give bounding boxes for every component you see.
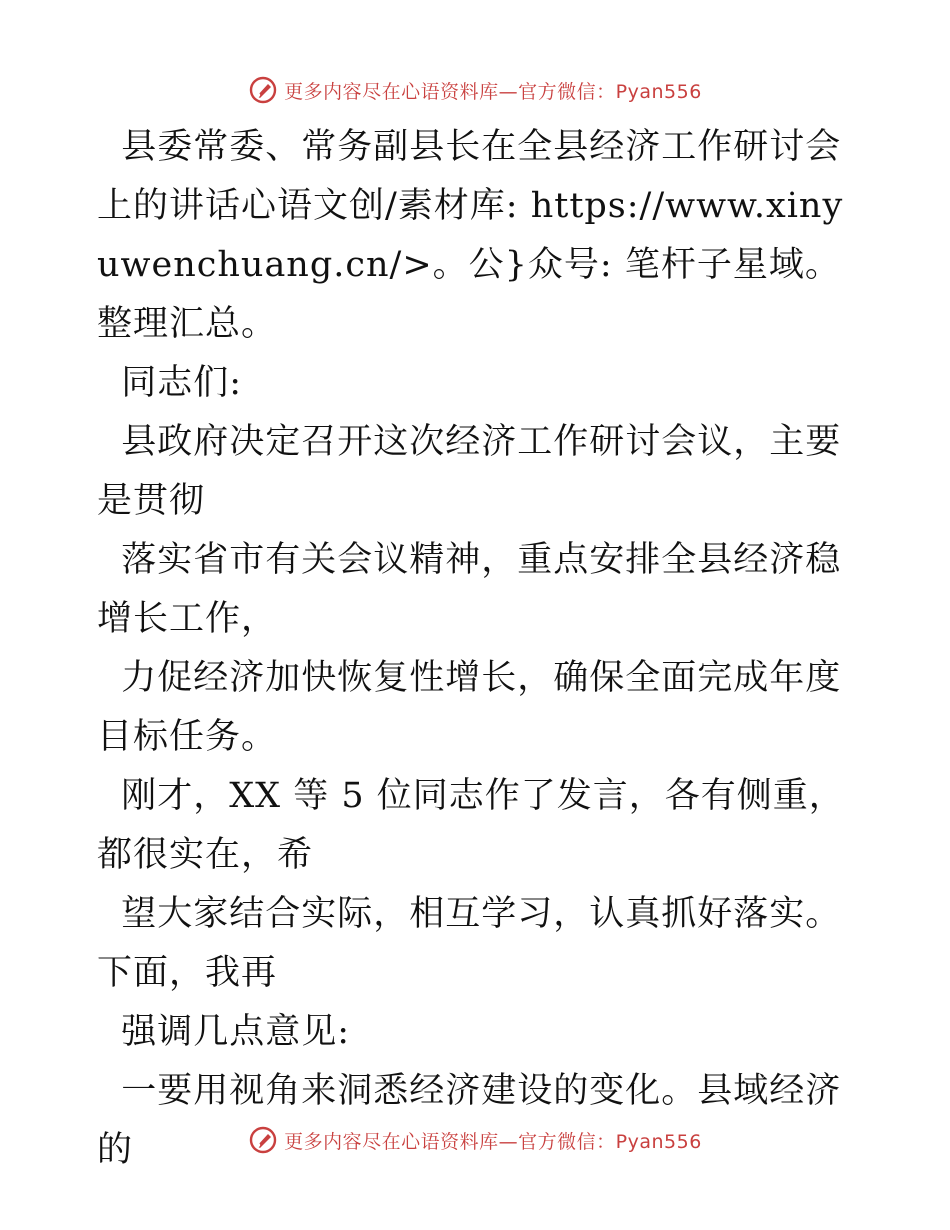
document-body (97, 118, 857, 1180)
paragraph-body: 强调几点意见: (97, 1012, 351, 1052)
paragraph-salutation: 同志们: (97, 363, 243, 403)
paragraph-body: 一要用视角来洞悉经济建设的变化。县域经济的 (97, 1071, 842, 1170)
watermark-footer (0, 1120, 950, 1160)
pen-nib-logo-icon (248, 75, 278, 105)
watermark-text: 更多内容尽在心语资料库—官方微信：Pyan556 (284, 80, 702, 103)
watermark-header (0, 70, 950, 110)
pen-nib-logo-icon (248, 1125, 278, 1155)
watermark-text: 更多内容尽在心语资料库—官方微信：Pyan556 (284, 1130, 702, 1153)
paragraph-title: 县委常委、常务副县长在全县经济工作研讨会上的讲话心语文创/素材库: https://www.xinyuwenchuang.cn/>。公}众号: 笔杆子星域。整理汇总。 (97, 127, 844, 344)
paragraph-body: 望大家结合实际，相互学习，认真抓好落实。下面，我再 (97, 894, 842, 993)
paragraph-body: 县政府决定召开这次经济工作研讨会议，主要是贯彻 (97, 422, 842, 521)
paragraph-body: 刚才，XX 等 5 位同志作了发言，各有侧重，都很实在，希 (97, 776, 845, 875)
paragraph-body: 落实省市有关会议精神，重点安排全县经济稳增长工作， (97, 540, 842, 639)
paragraph-body: 力促经济加快恢复性增长，确保全面完成年度目标任务。 (97, 658, 842, 757)
